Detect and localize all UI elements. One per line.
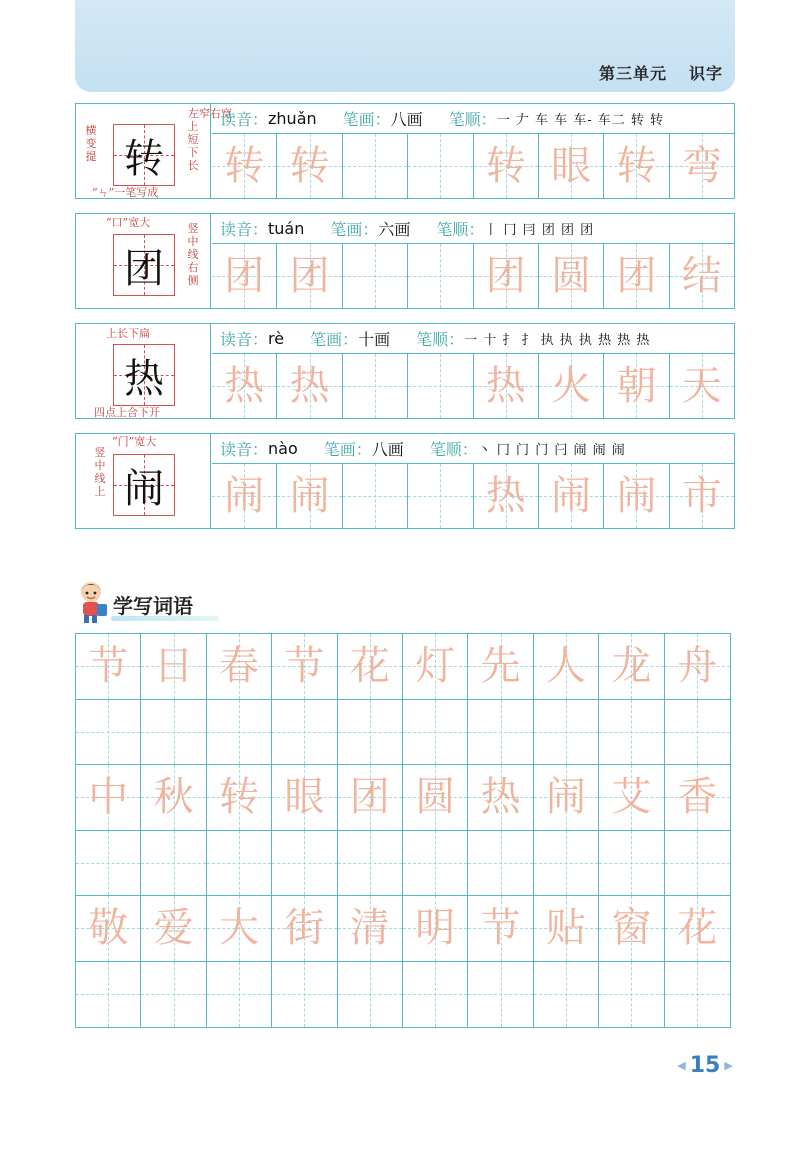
word-practice-cell[interactable] xyxy=(76,765,141,831)
writing-tip: “门”宽大 xyxy=(112,435,157,448)
strokes-label: 笔画： xyxy=(323,440,372,459)
writing-tip: 左窄右宽 xyxy=(188,107,232,120)
word-practice-cell[interactable] xyxy=(338,831,403,897)
page-number-value: 15 xyxy=(689,1052,721,1078)
word-practice-cell[interactable] xyxy=(468,700,533,766)
order-label: 笔顺： xyxy=(448,110,497,129)
trace-character: 朝 xyxy=(616,363,657,409)
word-practice-cell[interactable] xyxy=(665,765,730,831)
trace-character: 转 xyxy=(485,143,526,189)
word-practice-cell[interactable] xyxy=(665,700,730,766)
practice-cell[interactable] xyxy=(343,244,408,308)
stroke-count: 十画 xyxy=(358,330,391,349)
trace-character: 闹 xyxy=(551,473,592,519)
pinyin: tuán xyxy=(268,219,305,238)
word-practice-cell[interactable] xyxy=(272,765,337,831)
stroke-count: 八画 xyxy=(390,110,423,129)
model-box xyxy=(113,234,175,296)
trace-character: 圆 xyxy=(551,253,592,299)
practice-row xyxy=(212,354,734,418)
word-practice-cell[interactable] xyxy=(665,896,730,962)
character-info xyxy=(212,434,734,464)
word-practice-cell[interactable] xyxy=(272,896,337,962)
word-practice-cell[interactable] xyxy=(468,831,533,897)
practice-cell[interactable] xyxy=(670,464,734,528)
pinyin: zhuǎn xyxy=(268,109,317,128)
word-practice-cell[interactable] xyxy=(207,896,272,962)
word-practice-cell[interactable] xyxy=(403,700,468,766)
trace-character: 转 xyxy=(616,143,657,189)
trace-character: 闹 xyxy=(545,774,586,821)
trace-character: 节 xyxy=(480,905,521,952)
word-practice-cell[interactable] xyxy=(403,962,468,1028)
words-practice-grid xyxy=(75,633,731,1028)
word-practice-cell[interactable] xyxy=(272,634,337,700)
pinyin: nào xyxy=(268,439,298,458)
practice-cell[interactable] xyxy=(604,354,669,418)
writing-tip: 竖中线右侧 xyxy=(187,222,199,287)
word-practice-cell[interactable] xyxy=(534,962,599,1028)
word-practice-cell[interactable] xyxy=(534,765,599,831)
trace-character: 团 xyxy=(289,253,330,299)
practice-cell[interactable] xyxy=(474,354,539,418)
character-info xyxy=(212,324,734,354)
practice-cell[interactable] xyxy=(604,464,669,528)
writing-tip: 横变提 xyxy=(85,124,97,163)
trace-character: 先 xyxy=(480,643,521,690)
trace-character: 闹 xyxy=(616,473,657,519)
trace-character: 闹 xyxy=(289,473,330,519)
trace-character: 眼 xyxy=(551,143,592,189)
writing-tip: 上短下长 xyxy=(187,120,199,172)
practice-cell[interactable] xyxy=(212,354,277,418)
practice-cell[interactable] xyxy=(343,464,408,528)
word-practice-cell[interactable] xyxy=(403,831,468,897)
word-practice-cell[interactable] xyxy=(207,765,272,831)
practice-cell[interactable] xyxy=(277,354,342,418)
trace-character: 贴 xyxy=(545,905,586,952)
character-card xyxy=(75,103,735,199)
character-model xyxy=(76,104,232,199)
word-practice-cell[interactable] xyxy=(403,765,468,831)
words-section-title: 学写词语 xyxy=(113,594,193,618)
writing-tip: 四点上合下开 xyxy=(94,406,160,419)
order-label: 笔顺： xyxy=(416,330,465,349)
word-practice-cell[interactable] xyxy=(207,962,272,1028)
practice-cell[interactable] xyxy=(408,134,473,198)
trace-character: 敬 xyxy=(88,905,129,952)
word-practice-cell[interactable] xyxy=(468,765,533,831)
trace-character: 清 xyxy=(349,905,390,952)
stroke-count: 六画 xyxy=(378,220,411,239)
trace-character: 团 xyxy=(616,253,657,299)
writing-tip: “ㄣ”一笔写成 xyxy=(92,186,159,199)
trace-character: 节 xyxy=(88,643,129,690)
reading-label: 读音： xyxy=(220,220,269,239)
model-box xyxy=(113,454,175,516)
strokes-label: 笔画： xyxy=(342,110,391,129)
practice-cell[interactable] xyxy=(670,134,734,198)
word-practice-cell[interactable] xyxy=(599,896,664,962)
practice-cell[interactable] xyxy=(474,244,539,308)
practice-cell[interactable] xyxy=(670,244,734,308)
word-practice-cell[interactable] xyxy=(403,896,468,962)
page-number xyxy=(670,1050,740,1080)
trace-character: 结 xyxy=(681,253,722,299)
trace-character: 节 xyxy=(284,643,325,690)
practice-cell[interactable] xyxy=(539,354,604,418)
word-practice-cell[interactable] xyxy=(534,896,599,962)
practice-cell[interactable] xyxy=(212,244,277,308)
trace-character: 灯 xyxy=(415,643,456,690)
next-arrow-icon: ▶ xyxy=(724,1058,733,1072)
trace-character: 秋 xyxy=(153,774,194,821)
word-practice-cell[interactable] xyxy=(207,700,272,766)
practice-cell[interactable] xyxy=(604,244,669,308)
trace-character: 弯 xyxy=(681,143,722,189)
model-box xyxy=(113,344,175,406)
trace-character: 明 xyxy=(415,905,456,952)
trace-character: 艾 xyxy=(611,774,652,821)
trace-character: 爱 xyxy=(153,905,194,952)
trace-character: 市 xyxy=(681,473,722,519)
practice-cell[interactable] xyxy=(212,464,277,528)
model-character: 热 xyxy=(124,355,164,402)
trace-character: 火 xyxy=(551,363,592,409)
prev-arrow-icon: ◀ xyxy=(677,1058,686,1072)
trace-character: 香 xyxy=(677,774,718,821)
trace-character: 转 xyxy=(218,774,259,821)
trace-character: 团 xyxy=(224,253,265,299)
practice-cell[interactable] xyxy=(474,134,539,198)
word-practice-cell[interactable] xyxy=(534,700,599,766)
section-label: 识字 xyxy=(688,64,723,83)
trace-character: 日 xyxy=(153,643,194,690)
practice-cell[interactable] xyxy=(408,354,473,418)
model-box xyxy=(113,124,175,186)
practice-cell[interactable] xyxy=(277,464,342,528)
word-practice-cell[interactable] xyxy=(76,831,141,897)
practice-cell[interactable] xyxy=(539,244,604,308)
practice-cell[interactable] xyxy=(408,244,473,308)
reading-label: 读音： xyxy=(220,330,269,349)
trace-character: 龙 xyxy=(611,643,652,690)
word-practice-cell[interactable] xyxy=(141,896,206,962)
character-info xyxy=(212,214,734,244)
word-practice-cell[interactable] xyxy=(338,634,403,700)
word-practice-cell[interactable] xyxy=(468,896,533,962)
order-label: 笔顺： xyxy=(429,440,478,459)
strokes-label: 笔画： xyxy=(310,330,359,349)
practice-row xyxy=(212,244,734,308)
character-card xyxy=(75,213,735,309)
practice-cell[interactable] xyxy=(277,134,342,198)
unit-label: 第三单元 xyxy=(598,64,667,83)
character-info xyxy=(212,104,734,134)
trace-character: 大 xyxy=(218,905,259,952)
trace-character: 转 xyxy=(224,143,265,189)
word-practice-cell[interactable] xyxy=(141,831,206,897)
trace-character: 人 xyxy=(545,643,586,690)
word-practice-cell[interactable] xyxy=(338,700,403,766)
model-character: 闹 xyxy=(124,465,164,512)
word-practice-cell[interactable] xyxy=(338,765,403,831)
trace-character: 热 xyxy=(480,774,521,821)
word-practice-cell[interactable] xyxy=(599,634,664,700)
trace-character: 天 xyxy=(681,363,722,409)
word-practice-cell[interactable] xyxy=(665,962,730,1028)
stroke-order: 丨 冂 冃 团 团 团 xyxy=(484,223,595,238)
trace-character: 花 xyxy=(349,643,390,690)
character-model xyxy=(76,434,211,528)
stroke-order: 一 𠂇 车 车 车- 车二 转 转 xyxy=(496,113,665,128)
practice-row xyxy=(212,134,734,198)
stroke-count: 八画 xyxy=(371,440,404,459)
word-practice-cell[interactable] xyxy=(468,962,533,1028)
word-practice-cell[interactable] xyxy=(403,634,468,700)
word-practice-cell[interactable] xyxy=(468,634,533,700)
practice-cell[interactable] xyxy=(343,134,408,198)
character-card xyxy=(75,323,735,419)
word-practice-cell[interactable] xyxy=(141,634,206,700)
practice-cell[interactable] xyxy=(212,134,277,198)
word-practice-cell[interactable] xyxy=(76,896,141,962)
trace-character: 热 xyxy=(289,363,330,409)
practice-cell[interactable] xyxy=(277,244,342,308)
character-card xyxy=(75,433,735,529)
word-practice-cell[interactable] xyxy=(76,700,141,766)
trace-character: 眼 xyxy=(284,774,325,821)
word-practice-cell[interactable] xyxy=(141,700,206,766)
writing-tip: “口”宽大 xyxy=(106,216,151,229)
reading-label: 读音： xyxy=(220,110,269,129)
header-banner xyxy=(75,0,735,92)
word-practice-cell[interactable] xyxy=(76,962,141,1028)
trace-character: 花 xyxy=(677,905,718,952)
word-practice-cell[interactable] xyxy=(665,634,730,700)
trace-character: 窗 xyxy=(611,905,652,952)
word-practice-cell[interactable] xyxy=(272,962,337,1028)
character-model xyxy=(76,324,211,418)
trace-character: 街 xyxy=(284,905,325,952)
word-practice-cell[interactable] xyxy=(665,831,730,897)
trace-character: 热 xyxy=(485,473,526,519)
trace-character: 团 xyxy=(485,253,526,299)
model-character: 团 xyxy=(124,245,164,292)
order-label: 笔顺： xyxy=(436,220,485,239)
trace-character: 转 xyxy=(289,143,330,189)
practice-cell[interactable] xyxy=(343,354,408,418)
word-practice-cell[interactable] xyxy=(141,962,206,1028)
word-practice-cell[interactable] xyxy=(207,831,272,897)
word-practice-cell[interactable] xyxy=(338,896,403,962)
unit-heading xyxy=(599,61,723,84)
word-practice-cell[interactable] xyxy=(599,831,664,897)
trace-character: 中 xyxy=(88,774,129,821)
word-practice-cell[interactable] xyxy=(599,962,664,1028)
word-practice-cell[interactable] xyxy=(207,634,272,700)
practice-cell[interactable] xyxy=(408,464,473,528)
word-practice-cell[interactable] xyxy=(534,831,599,897)
word-practice-cell[interactable] xyxy=(534,634,599,700)
trace-character: 热 xyxy=(485,363,526,409)
trace-character: 舟 xyxy=(677,643,718,690)
word-practice-cell[interactable] xyxy=(272,831,337,897)
stroke-order: 一 十 扌 扌 执 执 执 热 热 热 xyxy=(464,333,651,348)
strokes-label: 笔画： xyxy=(330,220,379,239)
practice-row xyxy=(212,464,734,528)
trace-character: 圆 xyxy=(415,774,456,821)
student-mascot-icon xyxy=(75,578,115,624)
practice-cell[interactable] xyxy=(474,464,539,528)
writing-tip: 竖中线上 xyxy=(94,446,106,498)
practice-cell[interactable] xyxy=(539,134,604,198)
word-practice-cell[interactable] xyxy=(599,765,664,831)
practice-cell[interactable] xyxy=(539,464,604,528)
word-practice-cell[interactable] xyxy=(76,634,141,700)
word-practice-cell[interactable] xyxy=(141,765,206,831)
word-practice-cell[interactable] xyxy=(272,700,337,766)
practice-cell[interactable] xyxy=(604,134,669,198)
character-model xyxy=(76,214,211,308)
trace-character: 热 xyxy=(224,363,265,409)
word-practice-cell[interactable] xyxy=(338,962,403,1028)
trace-character: 团 xyxy=(349,774,390,821)
word-practice-cell[interactable] xyxy=(599,700,664,766)
trace-character: 闹 xyxy=(224,473,265,519)
writing-tip: 上长下扁 xyxy=(106,327,150,340)
practice-cell[interactable] xyxy=(670,354,734,418)
model-character: 转 xyxy=(124,135,164,182)
words-section-header xyxy=(75,578,275,624)
trace-character: 春 xyxy=(218,643,259,690)
stroke-order: 丶 冂 门 门 闩 闹 闹 闹 xyxy=(477,443,626,458)
pinyin: rè xyxy=(268,329,285,348)
reading-label: 读音： xyxy=(220,440,269,459)
